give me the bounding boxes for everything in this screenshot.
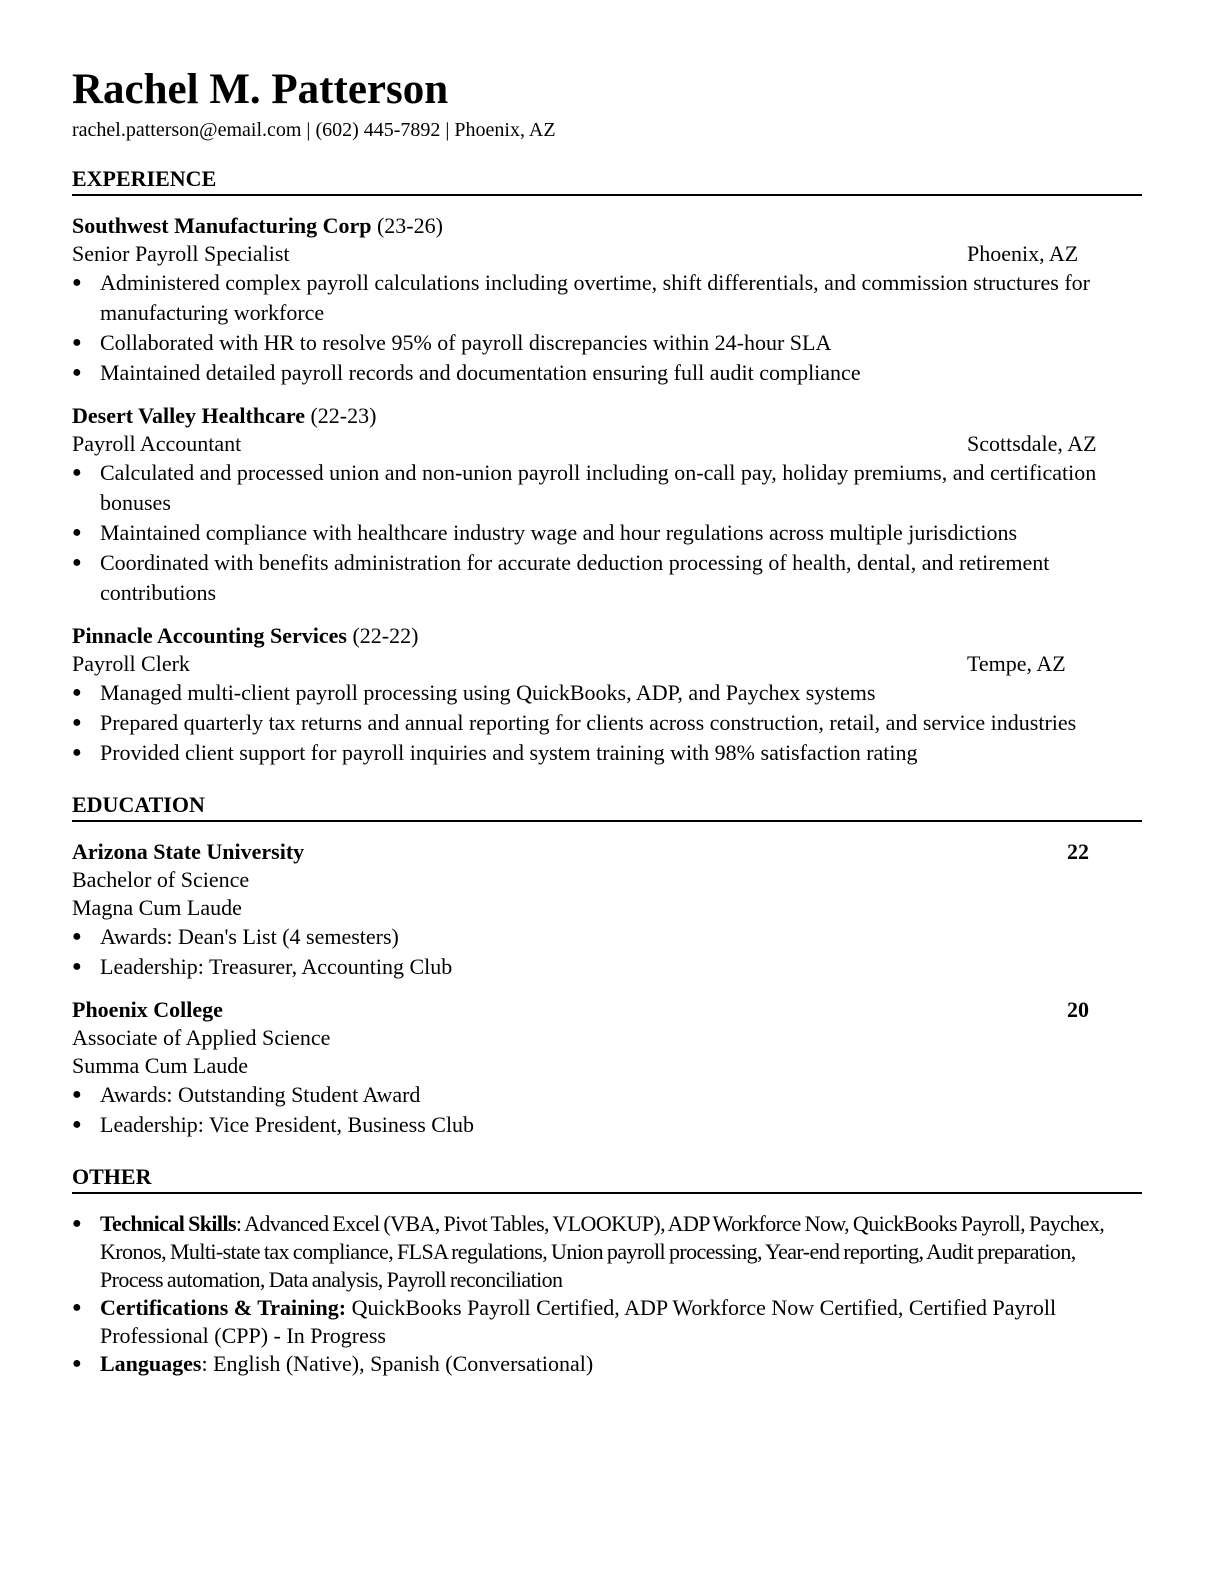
degree: Associate of Applied Science — [72, 1025, 331, 1050]
bullet-text: Leadership: Vice President, Business Club — [100, 1112, 475, 1137]
list-item — [72, 952, 1142, 982]
bullet-icon: ● — [72, 958, 82, 975]
bullet-icon: ● — [72, 684, 82, 701]
bullet-text: Prepared quarterly tax returns and annual reporting for clients across construction, retail, and service industries — [100, 710, 1077, 735]
list-item — [72, 708, 1142, 738]
list-item — [72, 1110, 1142, 1140]
job-bullets — [72, 678, 1142, 768]
bullet-icon: ● — [72, 928, 82, 945]
item-text: Advanced Excel (VBA, Pivot Tables, VLOOKUP), ADP Workforce Now, QuickBooks Payroll, Paychex, Kronos, Multi-state tax compliance, FLSA regulations, Union payroll processing, Year-end reporting, Audit preparation, Process automation, Data analysis, Payroll reconciliation — [100, 1211, 1105, 1292]
job-role: Payroll Accountant — [72, 431, 242, 456]
bullet-icon: ● — [72, 1355, 82, 1372]
bullet-text: Maintained compliance with healthcare industry wage and hour regulations across multiple jurisdictions — [100, 520, 1018, 545]
school-name: Arizona State University — [72, 839, 305, 864]
item-text: QuickBooks Payroll Certified, ADP Workforce Now Certified, Certified Payroll Professional (CPP) - In Progress — [100, 1295, 1057, 1348]
contact-info: rachel.patterson@email.com | (602) 445-7892 | Phoenix, AZ — [72, 119, 556, 141]
job-location: Tempe, AZ — [967, 651, 1066, 676]
education-bullets — [72, 922, 1142, 982]
bullet-icon: ● — [72, 744, 82, 761]
company-name: Pinnacle Accounting Services — [72, 623, 347, 648]
company-name: Desert Valley Healthcare — [72, 403, 305, 428]
job-bullets — [72, 458, 1142, 608]
education-bullets — [72, 1080, 1142, 1140]
honors: Magna Cum Laude — [72, 895, 242, 920]
list-item — [72, 358, 1142, 388]
bullet-icon: ● — [72, 274, 82, 291]
bullet-text: Coordinated with benefits administration for accurate deduction processing of health, dental, and retirement contributions — [100, 550, 1050, 605]
item-text: English (Native), Spanish (Conversational) — [207, 1351, 594, 1376]
job-location: Phoenix, AZ — [967, 241, 1079, 266]
label-separator: : — [235, 1211, 242, 1236]
item-label: Languages — [100, 1351, 202, 1376]
list-item — [72, 1210, 1142, 1294]
section-heading-other: OTHER — [72, 1164, 1142, 1194]
bullet-icon: ● — [72, 1116, 82, 1133]
list-item — [72, 678, 1142, 708]
education-entry — [72, 838, 1142, 982]
list-item — [72, 1294, 1142, 1350]
candidate-name: Rachel M. Patterson — [72, 66, 449, 113]
bullet-text: Awards: Dean's List (4 semesters) — [100, 924, 399, 949]
bullet-text: Calculated and processed union and non-union payroll including on-call pay, holiday premiums, and certification bonuses — [100, 460, 1097, 515]
list-item — [72, 922, 1142, 952]
education-entry — [72, 996, 1142, 1140]
other-section — [72, 1210, 1142, 1378]
bullet-text: Managed multi-client payroll processing using QuickBooks, ADP, and Paychex systems — [100, 680, 876, 705]
bullet-text: Collaborated with HR to resolve 95% of payroll discrepancies within 24-hour SLA — [100, 330, 832, 355]
job-role: Senior Payroll Specialist — [72, 241, 290, 266]
graduation-year: 22 — [1067, 839, 1089, 864]
bullet-text: Provided client support for payroll inquiries and system training with 98% satisfaction rating — [100, 740, 918, 765]
job-entry — [72, 402, 1142, 608]
list-item — [72, 518, 1142, 548]
item-label: Technical Skills — [100, 1211, 236, 1236]
bullet-text: Maintained detailed payroll records and documentation ensuring full audit compliance — [100, 360, 861, 385]
bullet-icon: ● — [72, 524, 82, 541]
school-name: Phoenix College — [72, 997, 223, 1022]
other-bullets — [72, 1210, 1142, 1378]
resume-page — [72, 64, 1142, 1378]
job-heading — [72, 212, 443, 240]
job-role: Payroll Clerk — [72, 651, 190, 676]
list-item — [72, 738, 1142, 768]
list-item — [72, 458, 1142, 518]
label-separator: : — [201, 1351, 208, 1376]
job-dates: (22-22) — [352, 623, 419, 648]
list-item — [72, 1350, 1142, 1378]
degree: Bachelor of Science — [72, 867, 250, 892]
job-bullets — [72, 268, 1142, 388]
bullet-icon: ● — [72, 1299, 82, 1316]
bullet-icon: ● — [72, 1215, 82, 1232]
job-heading — [72, 622, 418, 650]
job-heading — [72, 402, 376, 430]
company-name: Southwest Manufacturing Corp — [72, 213, 372, 238]
job-dates: (22-23) — [310, 403, 377, 428]
bullet-text: Awards: Outstanding Student Award — [100, 1082, 421, 1107]
list-item — [72, 268, 1142, 328]
bullet-text: Leadership: Treasurer, Accounting Club — [100, 954, 453, 979]
job-dates: (23-26) — [376, 213, 443, 238]
job-entry — [72, 622, 1142, 768]
job-entry — [72, 212, 1142, 388]
job-location: Scottsdale, AZ — [967, 431, 1097, 456]
section-heading-education: EDUCATION — [72, 792, 1142, 822]
item-label: Certifications & Training: — [100, 1295, 347, 1320]
list-item — [72, 1080, 1142, 1110]
bullet-icon: ● — [72, 1086, 82, 1103]
list-item — [72, 328, 1142, 358]
bullet-icon: ● — [72, 364, 82, 381]
bullet-icon: ● — [72, 464, 82, 481]
bullet-icon: ● — [72, 714, 82, 731]
section-heading-experience: EXPERIENCE — [72, 166, 1142, 196]
bullet-text: Administered complex payroll calculations including overtime, shift differentials, and commission structures for manufacturing workforce — [100, 270, 1090, 325]
honors: Summa Cum Laude — [72, 1053, 248, 1078]
list-item — [72, 548, 1142, 608]
bullet-icon: ● — [72, 554, 82, 571]
graduation-year: 20 — [1067, 997, 1089, 1022]
bullet-icon: ● — [72, 334, 82, 351]
